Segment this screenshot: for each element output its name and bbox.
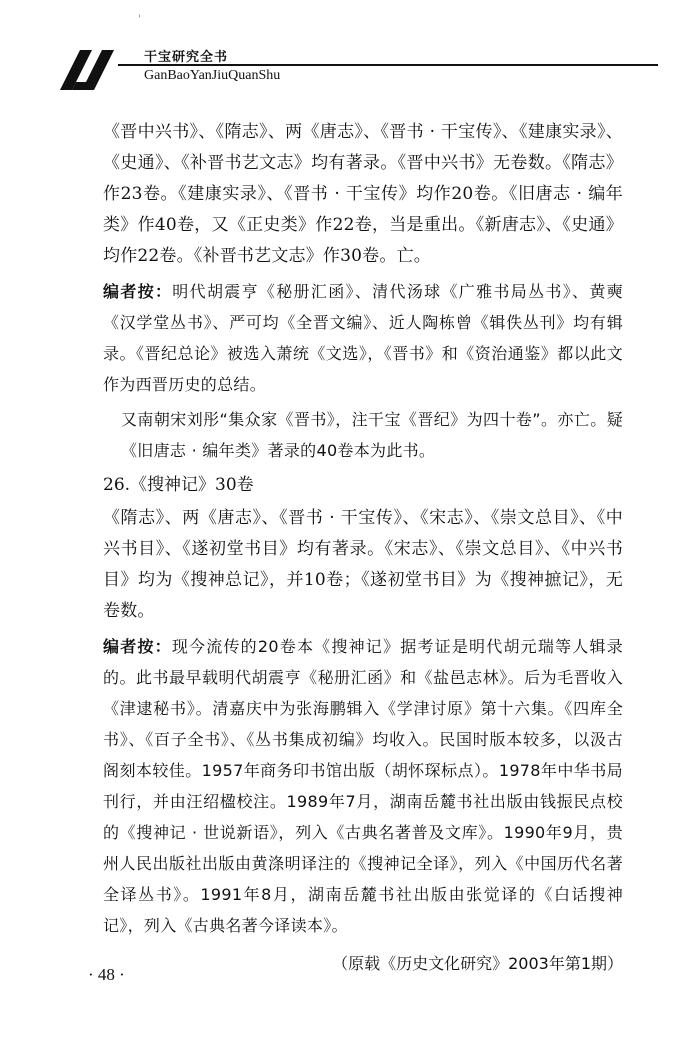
editor-note-1 bbox=[103, 276, 623, 400]
editor-note-2 bbox=[103, 631, 623, 941]
entry26-title: 26.《搜神记》30卷 bbox=[103, 475, 254, 495]
editor-note-text: 现今流传的20卷本《搜神记》据考证是明代胡元瑞等人辑录的。此书最早载明代胡震亨《秘册汇函》和《盐邑志林》。后为毛晋收入《津逮秘书》。清嘉庆中为张海鹏辑入《学津讨原》第十六集。《四库全书》、《百子全书》、《丛书集成初编》均收入。民国时版本较多，以汲古阁刻本较佳。1957年商务印书馆出版（胡怀琛标点）。1978年中华书局刊行，并由汪绍楹校注。1989年7月，湖南岳麓书社出版由钱振民点校的《搜神记 · 世说新语》，列入《古典名著普及文库》。1990年9月，贵州人民出版社出版由黄涤明译注的《搜神记全译》，列入《中国历代名著全译丛书》。1991年8月，湖南岳麓书社出版由张觉译的《白话搜神记》，列入《古典名著今译读本》。 bbox=[103, 637, 624, 935]
page-body bbox=[103, 117, 623, 995]
running-header bbox=[58, 38, 658, 98]
series-title-cn: 干宝研究全书 bbox=[144, 50, 229, 65]
entry25-records-paragraph: 《晋中兴书》、《隋志》、两《唐志》、《晋书 · 干宝传》、《建康实录》、《史通》、《补晋书艺文志》均有著录。《晋中兴书》无卷数。《隋志》作23卷。《建康实录》、《晋书 · 干宝传》均作20卷。《旧唐志 · 编年类》作40卷，又《正史类》作22卷，当是重出。《新唐志》、《史通》均作22卷。《补晋书艺文志》作30卷。亡。 bbox=[103, 122, 623, 266]
series-title-en: GanBaoYanJiuQuanShu bbox=[144, 68, 281, 83]
entry26-records-paragraph: 《隋志》、两《唐志》、《晋书 · 干宝传》、《宋志》、《崇文总目》、《中兴书目》、《遂初堂书目》均有著录。《宋志》、《崇文总目》、《中兴书目》均为《搜神总记》，并10卷；《遂初堂书目》为《搜神摭记》，无卷数。 bbox=[103, 508, 623, 621]
editor-note-text: 明代胡震亨《秘册汇函》、清代汤球《广雅书局丛书》、黄奭《汉学堂丛书》、严可均《全晋文编》、近人陶栋曾《辑佚丛刊》均有辑录。《晋纪总论》被选入萧统《文选》，《晋书》和《资治通鉴》都以此文作为西晋历史的总结。 bbox=[103, 282, 623, 394]
stray-mark: ' bbox=[138, 14, 141, 25]
editor-note-label: 编者按： bbox=[103, 282, 173, 301]
source-citation: （原载《历史文化研究》2003年第1期） bbox=[332, 954, 623, 973]
page-number: · 48 · bbox=[88, 965, 125, 984]
editor-note-1-continued: 又南朝宋刘彤“集众家《晋书》，注干宝《晋纪》为四十卷”。亦亡。疑《旧唐志 · 编年类》著录的40卷本为此书。 bbox=[121, 410, 623, 460]
series-logo-icon bbox=[58, 46, 138, 90]
editor-note-label: 编者按： bbox=[103, 637, 172, 656]
